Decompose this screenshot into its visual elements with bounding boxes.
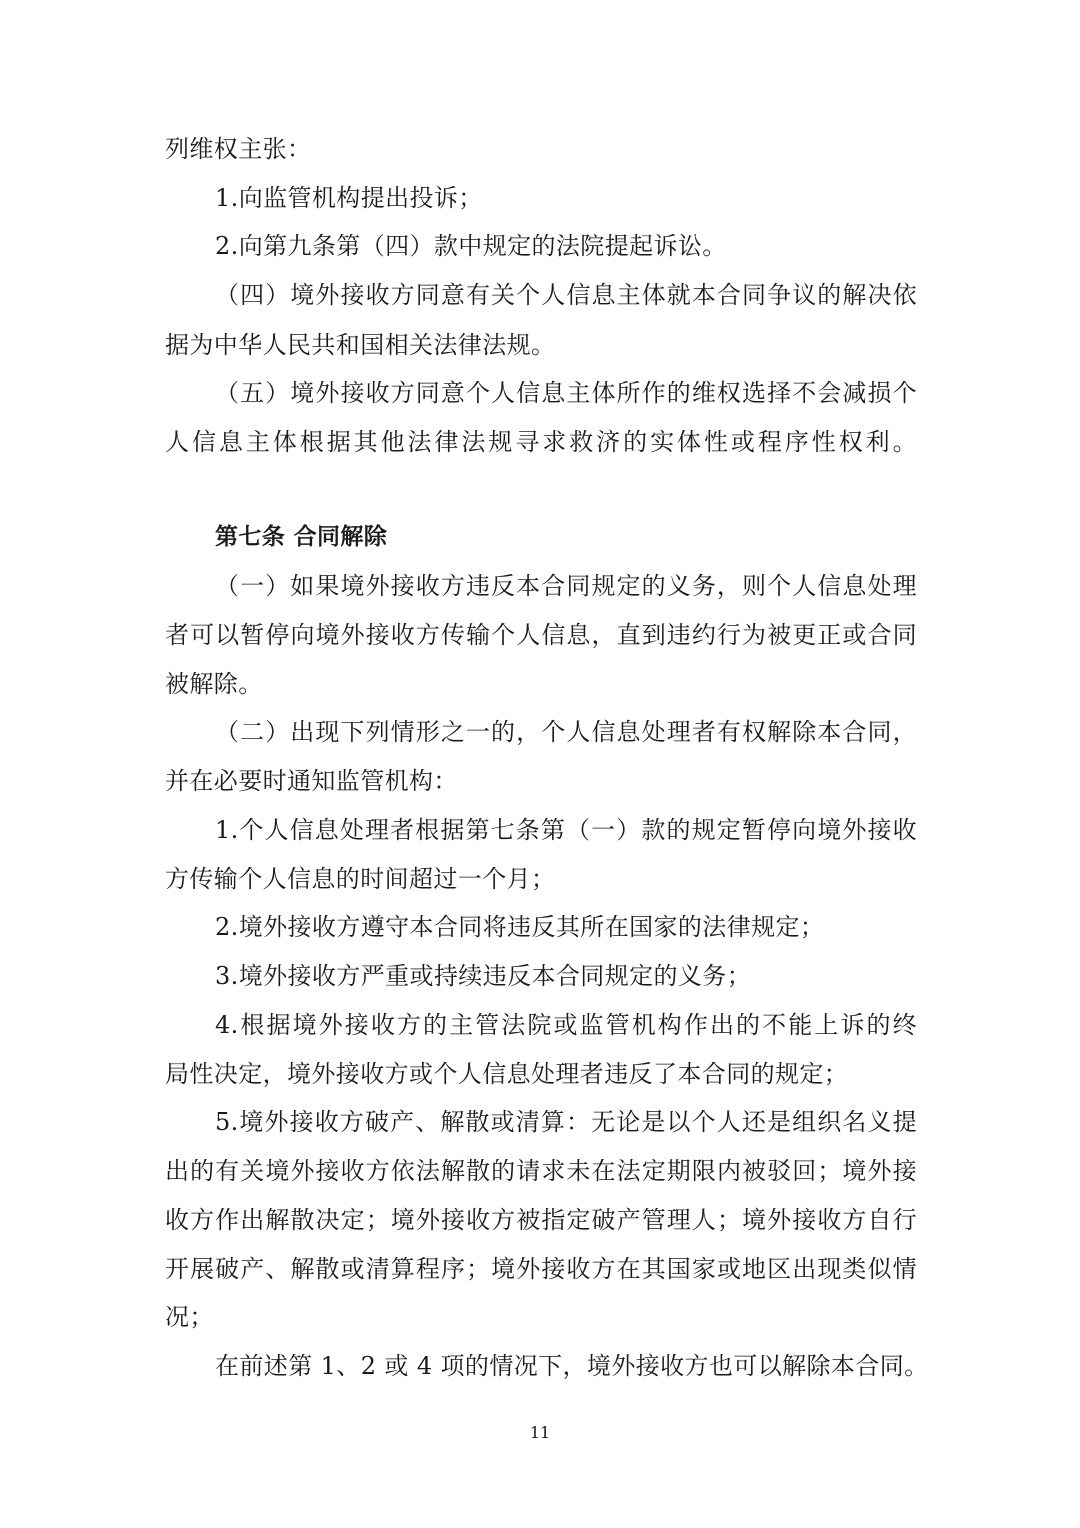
list-item: 5.境外接收方破产、解散或清算：无论是以个人还是组织名义提 [215,1108,917,1136]
list-item: 3.境外接收方严重或持续违反本合同规定的义务； [215,962,752,990]
list-item: 2.境外接收方遵守本合同将违反其所在国家的法律规定； [215,913,825,941]
paragraph-line: 者可以暂停向境外接收方传输个人信息，直到违约行为被更正或合同 [165,621,917,649]
list-item: 1.个人信息处理者根据第七条第（一）款的规定暂停向境外接收 [215,816,917,844]
list-item: 出的有关境外接收方依法解散的请求未在法定期限内被驳回；境外接 [165,1157,917,1185]
paragraph-line: （五）境外接收方同意个人信息主体所作的维权选择不会减损个 [215,379,917,407]
list-item: 局性决定，境外接收方或个人信息处理者违反了本合同的规定； [165,1060,849,1088]
list-item: 1.向监管机构提出投诉； [215,184,483,212]
list-item: 况； [165,1303,214,1331]
list-item: 方传输个人信息的时间超过一个月； [165,865,556,893]
paragraph-line: （四）境外接收方同意有关个人信息主体就本合同争议的解决依 [215,281,917,309]
paragraph-line: 并在必要时通知监管机构： [165,767,458,795]
list-item: 开展破产、解散或清算程序；境外接收方在其国家或地区出现类似情 [165,1255,917,1283]
paragraph-line: 在前述第 1、2 或 4 项的情况下，境外接收方也可以解除本合同。 [215,1352,929,1380]
paragraph-line: 人信息主体根据其他法律法规寻求救济的实体性或程序性权利。 [165,428,917,456]
list-item: 收方作出解散决定；境外接收方被指定破产管理人；境外接收方自行 [165,1206,917,1234]
page-number: 11 [529,1423,551,1442]
list-item: 4.根据境外接收方的主管法院或监管机构作出的不能上诉的终 [215,1011,917,1039]
paragraph-line: 据为中华人民共和国相关法律法规。 [165,331,556,359]
text-line: 列维权主张： [165,135,312,163]
list-item: 2.向第九条第（四）款中规定的法院提起诉讼。 [215,232,727,260]
section-heading: 第七条 合同解除 [215,524,388,550]
paragraph-line: （一）如果境外接收方违反本合同规定的义务，则个人信息处理 [215,572,917,600]
paragraph-line: （二）出现下列情形之一的，个人信息处理者有权解除本合同， [215,718,917,746]
paragraph-line: 被解除。 [165,670,263,698]
